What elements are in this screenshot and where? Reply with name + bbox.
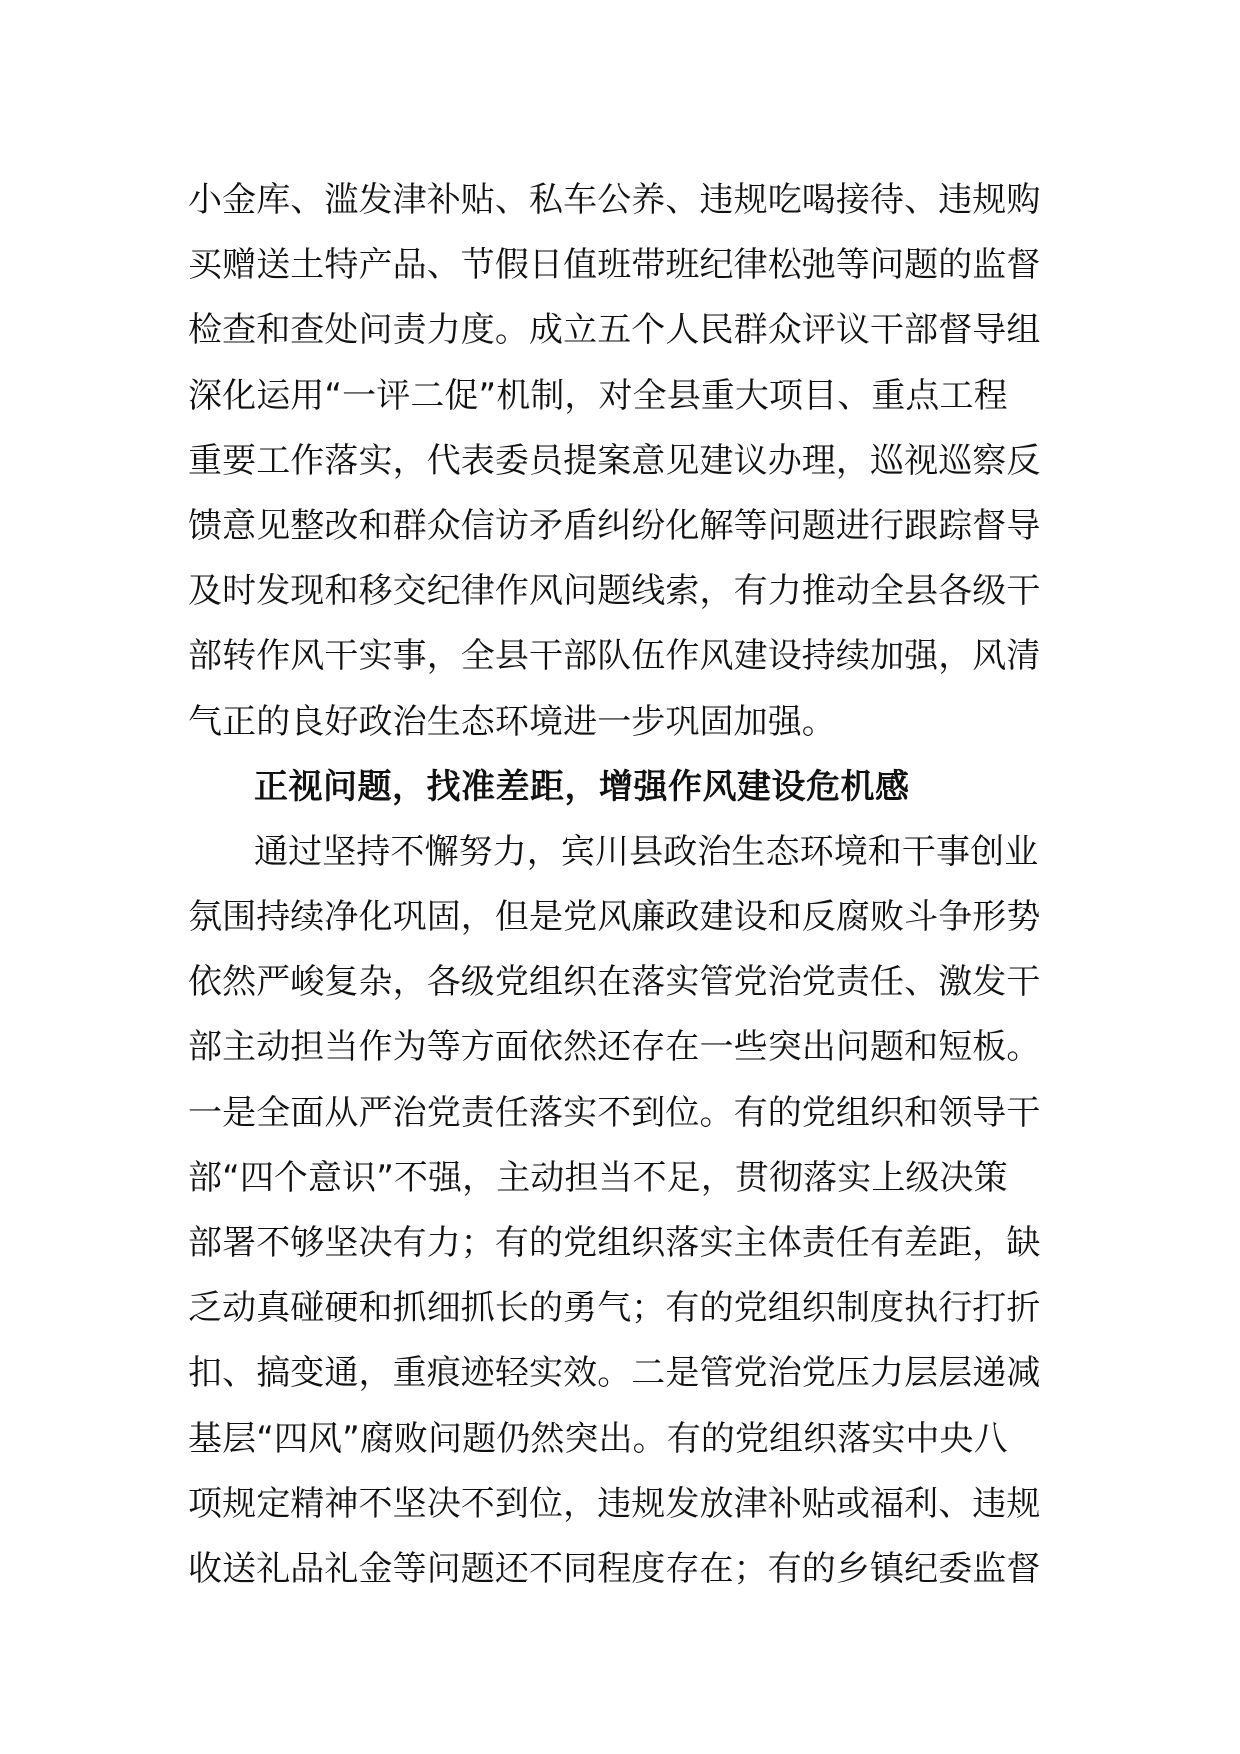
body-line-17: 部署不够坚决有力；有的党组织落实主体责任有差距，缺 — [188, 1223, 1041, 1263]
body-line-14: 部主动担当作为等方面依然还存在一些突出问题和短板。 — [188, 1027, 1041, 1068]
body-line-18: 乏动真碰硬和抓细抓长的勇气；有的党组织制度执行打折 — [188, 1288, 1041, 1329]
body-line-8: 部转作风干实事，全县干部队伍作风建设持续加强，风清 — [188, 636, 1041, 677]
body-line-5: 重要工作落实，代表委员提案意见建议办理，巡视巡察反 — [188, 440, 1041, 481]
body-line-1: 小金库、滥发津补贴、私车公养、违规吃喝接待、违规购 — [188, 180, 1041, 220]
body-line-15: 一是全面从严治党责任落实不到位。有的党组织和领导干 — [188, 1092, 1041, 1133]
body-line-22: 收送礼品礼金等问题还不同程度存在；有的乡镇纪委监督 — [188, 1548, 1041, 1589]
body-line-6: 馈意见整改和群众信访矛盾纠纷化解等问题进行跟踪督导 — [188, 505, 1041, 546]
body-line-20: 基层“四风”腐败问题仍然突出。有的党组织落实中央八 — [188, 1418, 1008, 1459]
body-line-3: 检查和查处问责力度。成立五个人民群众评议干部督导组 — [188, 310, 1041, 351]
body-line-7: 及时发现和移交纪律作风问题线索，有力推动全县各级干 — [188, 571, 1041, 612]
body-line-9: 气正的良好政治生态环境进一步巩固加强。 — [188, 701, 836, 742]
body-line-4: 深化运用“一评二促”机制，对全县重大项目、重点工程 — [188, 375, 1008, 416]
body-line-12: 氛围持续净化巩固，但是党风廉政建设和反腐败斗争形势 — [188, 897, 1041, 938]
document-body — [188, 168, 1058, 1602]
body-line-13: 依然严峻复杂，各级党组织在落实管党治党责任、激发干 — [188, 962, 1041, 1003]
body-line-2: 买赠送土特产品、节假日值班带班纪律松弛等问题的监督 — [188, 245, 1041, 286]
section-heading: 正视问题，找准差距，增强作风建设危机感 — [254, 766, 910, 807]
body-line-19: 扣、搞变通，重痕迹轻实效。二是管党治党压力层层递减 — [188, 1353, 1041, 1394]
body-line-21: 项规定精神不坚决不到位，违规发放津补贴或福利、违规 — [188, 1483, 1041, 1524]
body-line-11: 通过坚持不懈努力，宾川县政治生态环境和干事创业 — [254, 831, 1039, 872]
body-line-16: 部“四个意识”不强，主动担当不足，贯彻落实上级决策 — [188, 1157, 1008, 1198]
